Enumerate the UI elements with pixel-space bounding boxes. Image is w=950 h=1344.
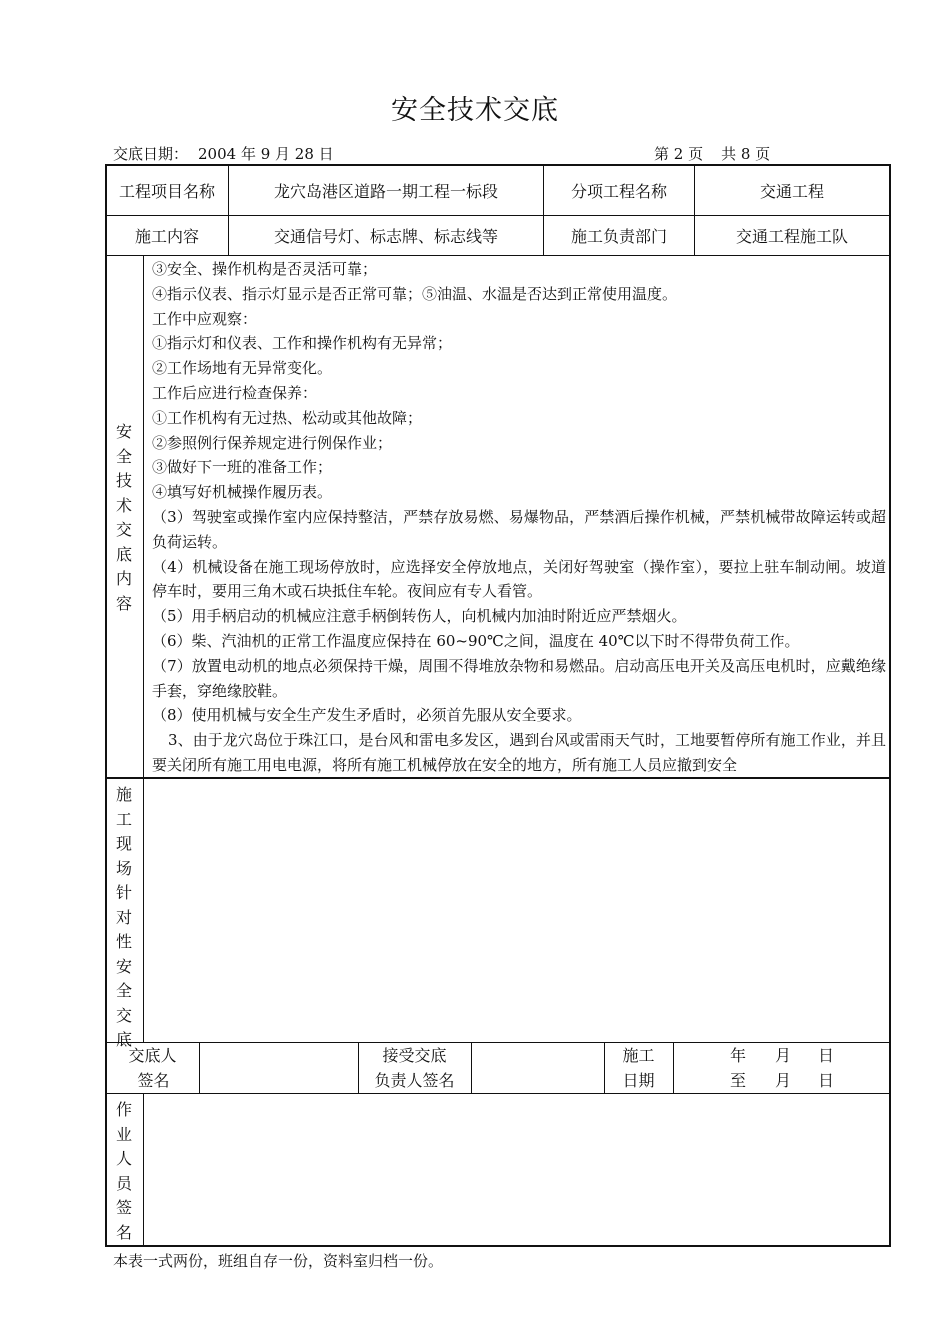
row-divider <box>105 1093 891 1094</box>
safety-line: （7）放置电动机的地点必须保持干燥，周围不得堆放杂物和易燃品。启动高压电开关及高压电机时，应戴绝缘手套，穿绝缘胶鞋。 <box>152 656 886 700</box>
period-range <box>730 1043 840 1093</box>
issuer-sign-label <box>106 1043 199 1093</box>
safety-line: ④指示仪表、指示灯显示是否正常可靠；⑤油温、水温是否达到正常使用温度。 <box>152 284 678 303</box>
project-name-label: 工程项目名称 <box>118 182 215 201</box>
issuer-label-line2: 签名 <box>137 1071 170 1090</box>
safety-line: ①工作机构有无过热、松动或其他故障； <box>152 408 423 427</box>
from-month: 月 <box>775 1046 792 1065</box>
safety-line: （8）使用机械与安全生产发生矛盾时，必须首先服从安全要求。 <box>152 706 582 725</box>
safety-line: 工作后应进行检查保养： <box>152 383 318 402</box>
col-divider <box>143 1093 144 1247</box>
work-content-value: 交通信号灯、标志牌、标志线等 <box>273 227 498 246</box>
to-word: 至 <box>730 1071 747 1090</box>
page-current: 第 2 页 <box>654 145 704 163</box>
period-label <box>604 1043 673 1093</box>
issue-date <box>113 143 334 164</box>
receiver-label-line2: 负责人签名 <box>374 1071 455 1090</box>
work-content-label: 施工内容 <box>134 227 199 246</box>
period-label-line1: 施工 <box>622 1046 655 1065</box>
project-name-value: 龙穴岛港区道路一期工程一标段 <box>273 182 498 201</box>
row-divider <box>105 255 891 256</box>
receiver-label-line1: 接受交底 <box>382 1046 447 1065</box>
safety-line: ②工作场地有无异常变化。 <box>152 359 333 378</box>
safety-line: ③安全、操作机构是否灵活可靠； <box>152 260 378 278</box>
safety-line: （6）柴、汽油机的正常工作温度应保持在 60~90℃之间，温度在 40℃以下时不得带负荷工作。 <box>152 631 800 650</box>
safety-line: （4）机械设备在施工现场停放时，应选择安全停放地点，关闭好驾驶室（操作室），要拉上驻车制动闸。坡道停车时，要用三角木或石块抵住车轮。夜间应有专人看管。 <box>152 557 886 601</box>
document-title: 安全技术交底 <box>391 95 559 126</box>
safety-content-label: 安 全 技 术 交 底 内 容 <box>115 422 132 613</box>
col-divider <box>673 1042 674 1093</box>
to-month: 月 <box>775 1071 792 1090</box>
to-day: 日 <box>818 1071 835 1090</box>
safety-line: 工作中应观察： <box>152 309 258 328</box>
safety-line: ②参照例行保养规定进行例保作业； <box>152 433 393 452</box>
period-label-line2: 日期 <box>622 1071 655 1090</box>
dept-label: 施工负责部门 <box>570 227 667 246</box>
safety-line: ④填写好机械操作履历表。 <box>152 483 333 502</box>
safety-line: ①指示灯和仪表、工作和操作机构有无异常； <box>152 334 453 353</box>
safety-line: 3、由于龙穴岛位于珠江口，是台风和雷电多发区，遇到台风或雷雨天气时，工地要暂停所有施工作业，并且要关闭所有施工用电电源，将所有施工机械停放在安全的地方，所有施工人员应撤到安全 <box>152 731 886 774</box>
issue-date-label: 交底日期： <box>113 145 189 163</box>
footer-note: 本表一式两份，班组自存一份，资料室归档一份。 <box>113 1252 444 1270</box>
safety-content <box>152 257 886 777</box>
safety-line: ③做好下一班的准备工作； <box>152 458 333 477</box>
safety-line: （5）用手柄启动的机械应注意手柄倒转伤人，向机械内加油时附近应严禁烟火。 <box>152 607 687 626</box>
issuer-label-line1: 交底人 <box>128 1046 177 1065</box>
receiver-sign-label <box>358 1043 471 1093</box>
workers-sign-label: 作 业 人 员 签 名 <box>115 1100 132 1242</box>
sub-project-value: 交通工程 <box>759 182 824 201</box>
from-year: 年 <box>730 1046 747 1065</box>
page-indicator <box>654 143 770 164</box>
page-total: 共 8 页 <box>721 145 771 163</box>
col-divider <box>143 255 144 1042</box>
col-divider <box>199 1042 200 1093</box>
safety-line: （3）驾驶室或操作室内应保持整洁，严禁存放易燃、易爆物品，严禁酒后操作机械，严禁机械带故障运转或超负荷运转。 <box>152 507 886 551</box>
row-divider <box>105 777 891 779</box>
from-day: 日 <box>818 1046 835 1065</box>
col-divider <box>471 1042 472 1093</box>
dept-value: 交通工程施工队 <box>735 227 848 246</box>
issue-date-value: 2004 年 9 月 28 日 <box>198 145 334 163</box>
site-specific-label: 施 工 现 场 针 对 性 安 全 交 底 <box>115 785 132 1049</box>
sub-project-label: 分项工程名称 <box>570 182 667 201</box>
